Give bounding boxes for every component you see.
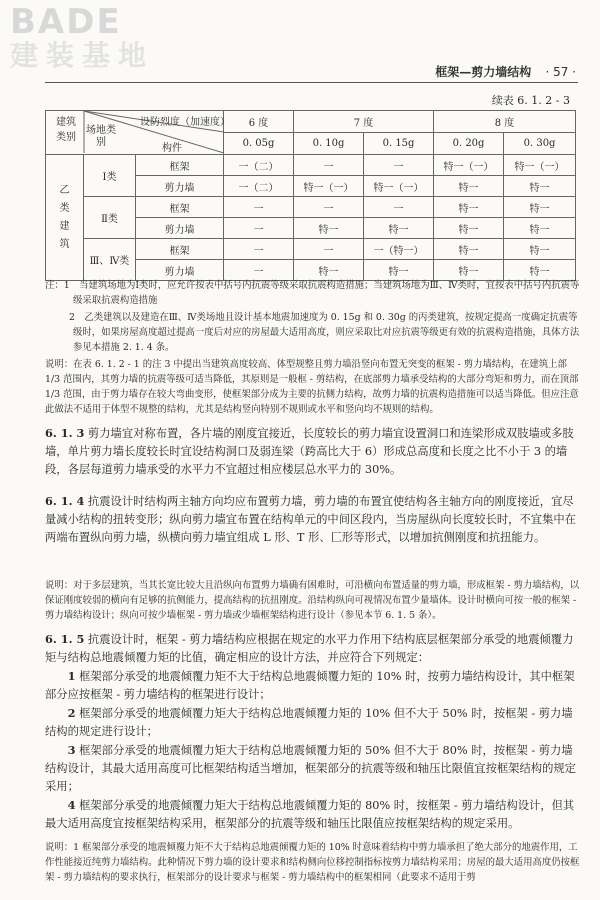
table-row — [46, 155, 576, 176]
corner-label-category: 建筑类别 — [56, 117, 76, 143]
corner-label-site: 场地类别 — [86, 125, 116, 148]
item-number: 1 — [67, 669, 76, 683]
item-text: 框架部分承受的地震倾覆力矩不大于结构总地震倾覆力矩的 10% 时，按剪力墙结构设计，其中框架部分应按框架 - 剪力墙结构的框架进行设计； — [45, 670, 575, 701]
header-rule — [45, 82, 578, 83]
item-text: 框架部分承受的地震倾覆力矩大于结构总地震倾覆力矩的 10% 但不大于 50% 时，按框架 - 剪力墙结构的规定进行设计； — [45, 707, 573, 738]
seismic-grade-table — [45, 110, 576, 281]
grade-cell: 特一 — [434, 218, 504, 239]
intensity-header-8: 8 度 — [434, 111, 576, 133]
table-notes — [45, 278, 580, 417]
corner-label-member: 构件 — [162, 143, 182, 154]
member-cell: 框架 — [136, 239, 224, 260]
building-category-label: 乙类建筑 — [59, 184, 70, 250]
clause-text: 抗震设计时结构两主轴方向均应布置剪力墙，剪力墙的布置宜使结构各主轴方向的刚度接近，宜尽量减小结构的扭转变形；纵向剪力墙宜布置在结构单元的中间区段内，当房屋纵向长度较长时，不宜集中在两端布置纵向剪力墙，纵横向剪力墙宜组成 L 形、T 形、匚形等形式，以增加抗侧刚度和抗扭能力。 — [45, 495, 576, 544]
grade-cell: 一 — [224, 197, 294, 218]
grade-cell: 特一 — [294, 260, 364, 281]
grade-cell: 特一 — [504, 218, 576, 239]
grade-cell: 特一 — [504, 260, 576, 281]
grade-cell: 一 — [294, 239, 364, 260]
grade-cell: 一（二） — [224, 176, 294, 197]
intensity-header-6: 6 度 — [224, 111, 294, 133]
grade-cell: 一（特一） — [364, 239, 434, 260]
clause-text: 抗震设计时，框架 - 剪力墙结构应根据在规定的水平力作用下结构底层框架部分承受的地震倾覆力矩与结构总地震倾覆力矩的比值，确定相应的设计方法，并应符合下列规定： — [45, 633, 574, 664]
list-item — [45, 796, 580, 833]
logo-text-bottom: 建装基地 — [10, 39, 155, 72]
list-item — [45, 667, 580, 704]
grade-cell: 一（二） — [224, 155, 294, 176]
grade-cell: 特一 — [434, 260, 504, 281]
accel-header: 0. 05g — [224, 133, 294, 155]
accel-header: 0. 30g — [504, 133, 576, 155]
grade-cell: 一 — [364, 155, 434, 176]
grade-cell: 一 — [224, 218, 294, 239]
explanation-paragraph: 说明：在表 6. 1. 2 - 1 的注 3 中提出当建筑高度较高、体型规整且剪力墙沿竖向布置无突变的框架 - 剪力墙结构，在建筑上部 1/3 范围内，其剪力墙的抗震等级可适当降低，其原则是一般框 - 剪结构，在底部剪力墙承受结构的大部分弯矩和剪力，而在顶部 1/3 范围，由于剪力墙存在较大弯曲变形，使框架部分成为主要的抗侧力结构，故剪力墙的抗震构造措施可以适当降低。但应注意此做法不适用于体型不规整的结构，尤其是结构竖向特别不规则或水平和竖向均不规则的结构。 — [45, 359, 579, 415]
accel-header: 0. 20g — [434, 133, 504, 155]
member-cell: 框架 — [136, 197, 224, 218]
accel-header: 0. 15g — [364, 133, 434, 155]
grade-cell: 特一 — [364, 218, 434, 239]
grade-cell: 一 — [364, 197, 434, 218]
table-caption: 续表 6. 1. 2 - 3 — [491, 94, 570, 107]
member-cell: 剪力墙 — [136, 218, 224, 239]
item-number: 2 — [67, 706, 76, 720]
item-number: 3 — [67, 743, 76, 757]
logo-text-top: BADE — [10, 2, 122, 42]
site-class-cell: Ⅰ类 — [84, 155, 136, 197]
item-text: 框架部分承受的地震倾覆力矩大于结构总地震倾覆力矩的 80% 时，按框架 - 剪力墙结构设计，但其最大适用高度宜按框架结构采用，框架部分的抗震等级和轴压比限值应按框架结构的规定采用。 — [45, 799, 575, 830]
grade-cell: 一 — [224, 260, 294, 281]
list-item — [45, 704, 580, 741]
grade-cell: 一 — [224, 239, 294, 260]
table-corner-cell — [46, 111, 230, 155]
clause-number: 6. 1. 5 — [45, 632, 85, 646]
running-head-title: 框架—剪力墙结构 — [435, 65, 532, 79]
clause-number: 6. 1. 4 — [45, 494, 85, 508]
clause-6-1-3 — [45, 424, 580, 479]
corner-label-intensity: 设防烈度（加速度） — [140, 117, 230, 128]
item-text: 框架部分承受的地震倾覆力矩大于结构总地震倾覆力矩的 50% 但不大于 80% 时，按框架 - 剪力墙结构设计，其最大适用高度可比框架结构适当增加，框架部分的抗震等级和轴压比限值宜按框架结构的规定采用； — [45, 744, 576, 793]
clause-text: 剪力墙宜对称布置，各片墙的刚度宜接近，长度较长的剪力墙宜设置洞口和连梁形成双肢墙或多肢墙，单片剪力墙长度较长时宜设结构洞口及弱连梁（跨高比大于 6）形成总高度和长度之比不小于 3 的墙段，各层每道剪力墙承受的水平力不宜超过相应楼层总水平力的 30%。 — [45, 427, 574, 476]
member-cell: 框架 — [136, 155, 224, 176]
grade-cell: 特一（一） — [294, 176, 364, 197]
grade-cell: 一 — [294, 197, 364, 218]
grade-cell: 特一（一） — [504, 155, 576, 176]
table-row — [46, 239, 576, 260]
list-item — [45, 741, 580, 796]
running-head — [435, 63, 576, 80]
grade-cell: 特一 — [434, 197, 504, 218]
member-cell: 剪力墙 — [136, 176, 224, 197]
grade-cell: 特一 — [434, 239, 504, 260]
grade-cell: 特一 — [364, 260, 434, 281]
item-number: 4 — [67, 798, 76, 812]
site-class-cell: Ⅲ、Ⅳ类 — [84, 239, 136, 281]
grade-cell: 一 — [294, 155, 364, 176]
grade-cell: 特一（一） — [434, 155, 504, 176]
member-cell: 剪力墙 — [136, 260, 224, 281]
building-category-cell — [46, 155, 84, 281]
table-note-1: 注：1 当建筑场地为Ⅰ类时，应允许按表中括号内抗震等级采取抗震构造措施；当建筑场地为Ⅲ、Ⅳ类时，宜按表中括号内抗震等级采取抗震构造措施 — [45, 280, 580, 306]
accel-header: 0. 10g — [294, 133, 364, 155]
intensity-header-7: 7 度 — [294, 111, 434, 133]
clause-items — [45, 667, 580, 833]
grade-cell: 特一 — [504, 197, 576, 218]
grade-cell: 特一（一） — [364, 176, 434, 197]
logo-watermark — [10, 4, 154, 72]
grade-cell: 特一 — [434, 176, 504, 197]
site-class-cell: Ⅱ类 — [84, 197, 136, 239]
explanation-paragraph: 说明：1 框架部分承受的地震倾覆力矩不大于结构总地震倾覆力矩的 10% 时意味着结构中剪力墙承担了绝大部分的地震作用，工作性能接近纯剪力墙结构。此种情况下剪力墙的设计要求和结构侧向位移控制指标按剪力墙结构采用；房屋的最大适用高度仍按框架 - 剪力墙结构的要求执行，框架部分的设计要求与框架 - 剪力墙结构中的框架相同（此要求不适用于剪 — [45, 842, 580, 883]
table-row — [46, 197, 576, 218]
grade-cell: 特一 — [504, 176, 576, 197]
table-note-2: 2 乙类建筑以及建造在Ⅲ、Ⅳ类场地且设计基本地震加速度为 0. 15g 和 0. 30g 的丙类建筑，按规定提高一度确定抗震等级时，如果房屋高度超过提高一度后对应的房屋最大适用高度，则应采取比对应抗震等级更有效的抗震构造措施，具体方法参见本措施 2. 1. 4 条。 — [69, 312, 580, 353]
clause-6-1-4 — [45, 492, 580, 547]
grade-cell: 特一 — [294, 218, 364, 239]
clause-number: 6. 1. 3 — [45, 426, 85, 440]
clause-6-1-5 — [45, 630, 580, 667]
page-number: · 57 · — [545, 65, 576, 79]
explanation-paragraph: 说明：对于多层建筑，当其长宽比较大且沿纵向布置剪力墙确有困难时，可沿横向布置适量的剪力墙，形成框架 - 剪力墙结构，以保证刚度较弱的横向有足够的抗侧能力，提高结构的抗扭刚度。沿结构纵向可视情况布置少量墙体。设计时横向可按一般的框架 - 剪力墙结构设计；纵向可按少墙框架 - 剪力墙或少墙框架结构进行设计（参见本节 6. 1. 5 条）。 — [45, 580, 580, 621]
grade-cell: 特一 — [504, 239, 576, 260]
